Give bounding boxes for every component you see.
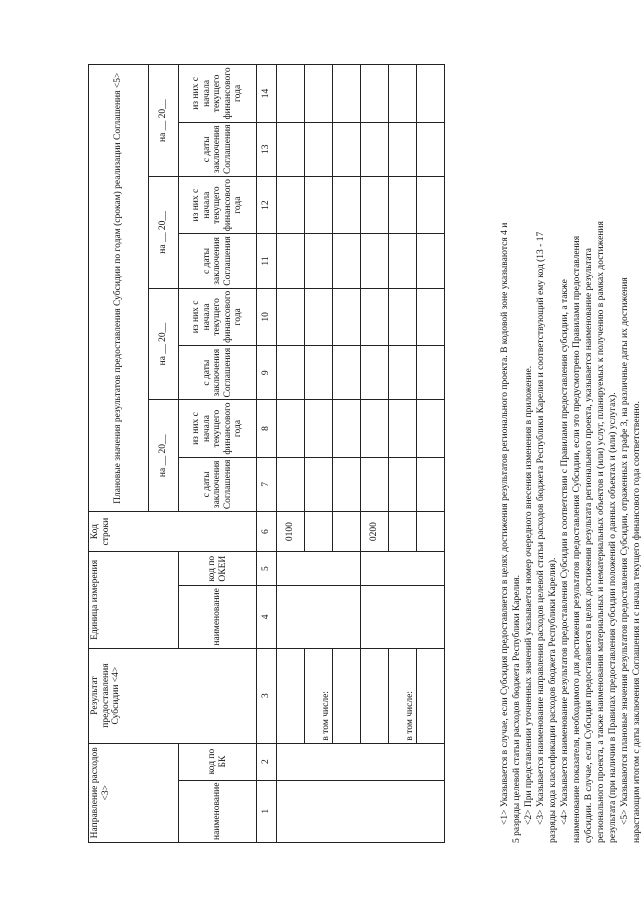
col-number: 4 <box>257 586 277 648</box>
row-code <box>389 512 417 552</box>
header-from-start: из них с начала текущего финансового года <box>179 177 257 234</box>
header-from-start: из них с начала текущего финансового года <box>179 288 257 345</box>
column-numbers-row <box>257 65 277 843</box>
header-from-start: из них с начала текущего финансового года <box>179 400 257 457</box>
row-code: 0200 <box>361 512 389 552</box>
header-from-date: с даты заключения Соглашения <box>179 457 257 512</box>
header-year: на __ 20__ <box>149 65 179 177</box>
row-text <box>333 648 361 743</box>
header-result: Результат предоставления Субсидии <4> <box>89 648 257 743</box>
header-line-code: Код строки <box>89 512 257 552</box>
header-from-date: с даты заключения Соглашения <box>179 345 257 400</box>
footnote-4-cont: результата (при наличии в Правилах предоставления субсидии положений о данных объектах и (или) услугах). <box>608 392 618 843</box>
col-number: 1 <box>257 780 277 842</box>
row-code <box>305 512 333 552</box>
row-text <box>417 648 445 743</box>
header-okei: код по ОКЕИ <box>179 552 257 586</box>
col-number: 6 <box>257 512 277 552</box>
col-number: 2 <box>257 743 277 780</box>
footnote-5-cont: нарастающим итогом с даты заключения Соглашения и с начала текущего финансового года соответственно. <box>632 401 642 843</box>
row-text: в том числе: <box>389 648 417 743</box>
footnote-1-cont: 5 разряды целевой статьи расходов бюджета Республики Карелия. <box>512 575 522 843</box>
table-row <box>277 65 305 843</box>
col-number: 7 <box>257 457 277 512</box>
table-row <box>305 65 333 843</box>
header-year: на __ 20__ <box>149 288 179 400</box>
results-table <box>88 64 445 843</box>
row-text <box>361 648 389 743</box>
table-row <box>417 65 445 843</box>
header-from-date: с даты заключения Соглашения <box>179 234 257 289</box>
header-unit-name: наименование <box>179 586 257 648</box>
header-plan: Плановые значения результатов предоставления Субсидии по годам (срокам) реализации Соглашения <5> <box>89 65 149 512</box>
table-row <box>361 65 389 843</box>
footnote-4: <4> Указывается наименование результатов предоставления Субсидии в соответствии с Правилами предоставления субсидии, а также <box>560 279 570 825</box>
col-number: 3 <box>257 648 277 743</box>
col-number: 13 <box>257 122 277 177</box>
table-row <box>389 65 417 843</box>
header-from-date: с даты заключения Соглашения <box>179 122 257 177</box>
header-year: на __ 20__ <box>149 177 179 289</box>
header-code-bk: код по БК <box>179 743 257 780</box>
footnote-2: <2> При представлении уточненных значений указывается номер очередного внесения изменения в приложение. <box>524 365 534 825</box>
footnote-1: <1> Указывается в случае, если Субсидия предоставляется в целях достижения результатов регионального проекта. В кодовой зоне указываются 4 и <box>500 222 510 825</box>
row-code: 0100 <box>277 512 305 552</box>
footnote-3: <3> Указывается наименование направления расходов целевой статьи расходов бюджета Республики Карелия и соответствующий ему код (13 - 17 <box>536 231 546 825</box>
header-year: на __ 20__ <box>149 400 179 512</box>
col-number: 9 <box>257 345 277 400</box>
header-unit: Единица измерения <box>89 552 179 648</box>
col-number: 8 <box>257 400 277 457</box>
row-code <box>417 512 445 552</box>
row-code <box>333 512 361 552</box>
header-from-start: из них с начала текущего финансового года <box>179 65 257 122</box>
col-number: 5 <box>257 552 277 586</box>
footnote-4-cont: наименование показателя, необходимого для достижения результатов предоставления Субсидии, если это предусмотрено Правилами предоставления <box>572 235 582 843</box>
header-name: наименование <box>179 780 257 842</box>
col-number: 11 <box>257 234 277 289</box>
footnote-4-cont: субсидии. В случае, если Субсидия предоставляется в целях достижения результата регионального проекта, указывается наименование результата <box>584 248 594 843</box>
footnote-3-cont: разряды кода классификации расходов бюджета Республики Карелия). <box>548 557 558 843</box>
col-number: 10 <box>257 288 277 345</box>
row-text <box>277 648 305 743</box>
table-row <box>333 65 361 843</box>
footnote-5: <5> Указываются плановые значения результатов предоставления Субсидии, отраженных в графе 3, на различные даты их достижения <box>620 277 630 825</box>
row-text: в том числе: <box>305 648 333 743</box>
footnote-4-cont: регионального проекта, а также наименования материальных и нематериальных объектов и (или) услуг, планируемых к получению в рамках достижения <box>596 221 606 843</box>
col-number: 12 <box>257 177 277 234</box>
header-direction: Направление расходов <3> <box>89 743 179 842</box>
col-number: 14 <box>257 65 277 122</box>
